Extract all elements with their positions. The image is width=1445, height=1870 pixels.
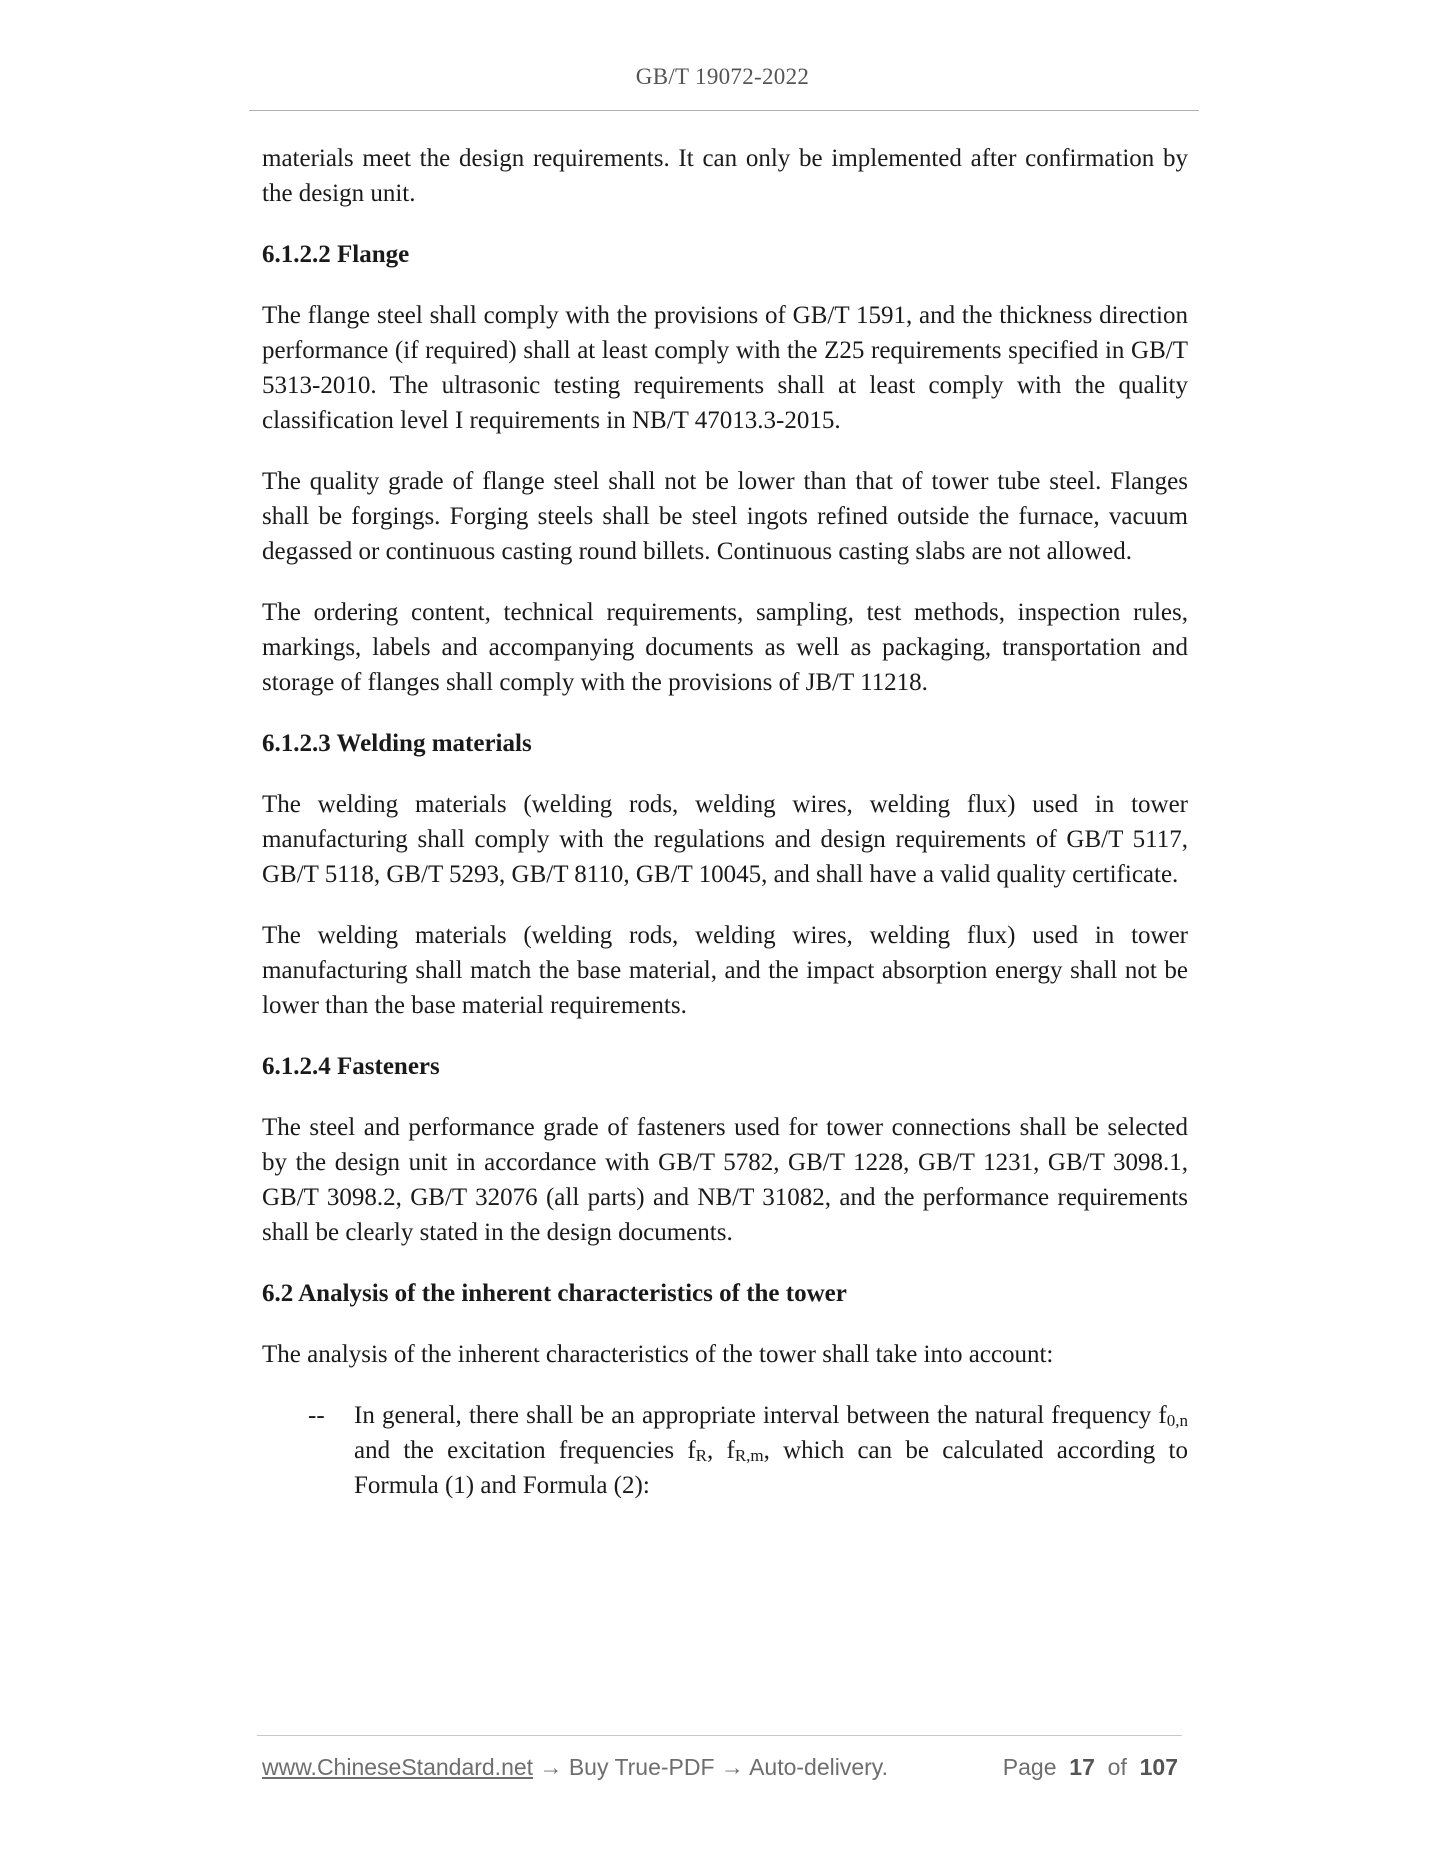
flange-paragraph-1: The flange steel shall comply with the provisions of GB/T 1591, and the thickness direction performance (if required) shall at least comply with the Z25 requirements specified in GB/T 5313-2010. The ultrasonic testing requirements shall at least comply with the quality classification level I requirements in NB/T 47013.3-2015. <box>262 302 1188 434</box>
footer-delivery-text: Auto-delivery. <box>749 1754 888 1780</box>
section-heading-fasteners: 6.1.2.4 Fasteners <box>262 1053 440 1080</box>
section-heading-tower-analysis: 6.2 Analysis of the inherent characteristics of the tower <box>262 1280 847 1307</box>
fasteners-paragraph: The steel and performance grade of fasteners used for tower connections shall be selected by the design unit in accordance with GB/T 5782, GB/T 1228, GB/T 1231, GB/T 3098.1, GB/T 3098.2, GB/T 32076 (all parts) and NB/T 31082, and the performance requirements shall be clearly stated in the design documents. <box>262 1114 1188 1246</box>
subscript: 0,n <box>1166 1411 1188 1430</box>
section-heading-welding-materials: 6.1.2.3 Welding materials <box>262 730 532 757</box>
list-item <box>262 1398 1188 1503</box>
footer-promo <box>262 1754 888 1781</box>
page-body <box>262 141 1188 1529</box>
total-pages-number: 107 <box>1139 1754 1178 1780</box>
of-label: of <box>1107 1754 1127 1780</box>
list-dash-marker: -- <box>308 1402 325 1429</box>
page-label: Page <box>1002 1754 1057 1780</box>
intro-paragraph: materials meet the design requirements. It can only be implemented after confirmation by the design unit. <box>262 145 1188 207</box>
analysis-paragraph: The analysis of the inherent characteristics of the tower shall take into account: <box>262 1341 1054 1368</box>
list-text-part: , which can be calculated according to Formula (1) and Formula (2): <box>354 1437 1188 1499</box>
flange-paragraph-2: The quality grade of flange steel shall not be lower than that of tower tube steel. Flanges shall be forgings. Forging steels shall be steel ingots refined outside the furnace, vacuum degassed or continuous casting round billets. Continuous casting slabs are not allowed. <box>262 468 1188 565</box>
footer-divider <box>257 1735 1182 1736</box>
subscript: R <box>695 1446 708 1465</box>
document-code-header: GB/T 19072-2022 <box>635 64 810 89</box>
subscript: R,m <box>734 1446 764 1465</box>
current-page-number: 17 <box>1069 1754 1095 1780</box>
list-text-part: and the excitation frequencies f <box>354 1437 696 1464</box>
website-link[interactable]: www.ChineseStandard.net <box>262 1754 534 1780</box>
footer-promo-text: → Buy True-PDF → <box>533 1754 750 1780</box>
header-divider <box>249 110 1199 111</box>
list-item-text <box>354 1398 1188 1503</box>
welding-paragraph-2: The welding materials (welding rods, welding wires, welding flux) used in tower manufacturing shall match the base material, and the impact absorption energy shall not be lower than the base material requirements. <box>262 922 1188 1019</box>
list-text-part: , f <box>707 1437 735 1464</box>
welding-paragraph-1: The welding materials (welding rods, welding wires, welding flux) used in tower manufacturing shall comply with the regulations and design requirements of GB/T 5117, GB/T 5118, GB/T 5293, GB/T 8110, GB/T 10045, and shall have a valid quality certificate. <box>262 791 1188 888</box>
list-text-part: In general, there shall be an appropriate interval between the natural frequency f <box>354 1402 1167 1429</box>
flange-paragraph-3: The ordering content, technical requirements, sampling, test methods, inspection rules, markings, labels and accompanying documents as well as packaging, transportation and storage of flanges shall comply with the provisions of JB/T 11218. <box>262 599 1188 696</box>
section-heading-flange: 6.1.2.2 Flange <box>262 241 410 268</box>
page-counter <box>1003 1754 1178 1781</box>
